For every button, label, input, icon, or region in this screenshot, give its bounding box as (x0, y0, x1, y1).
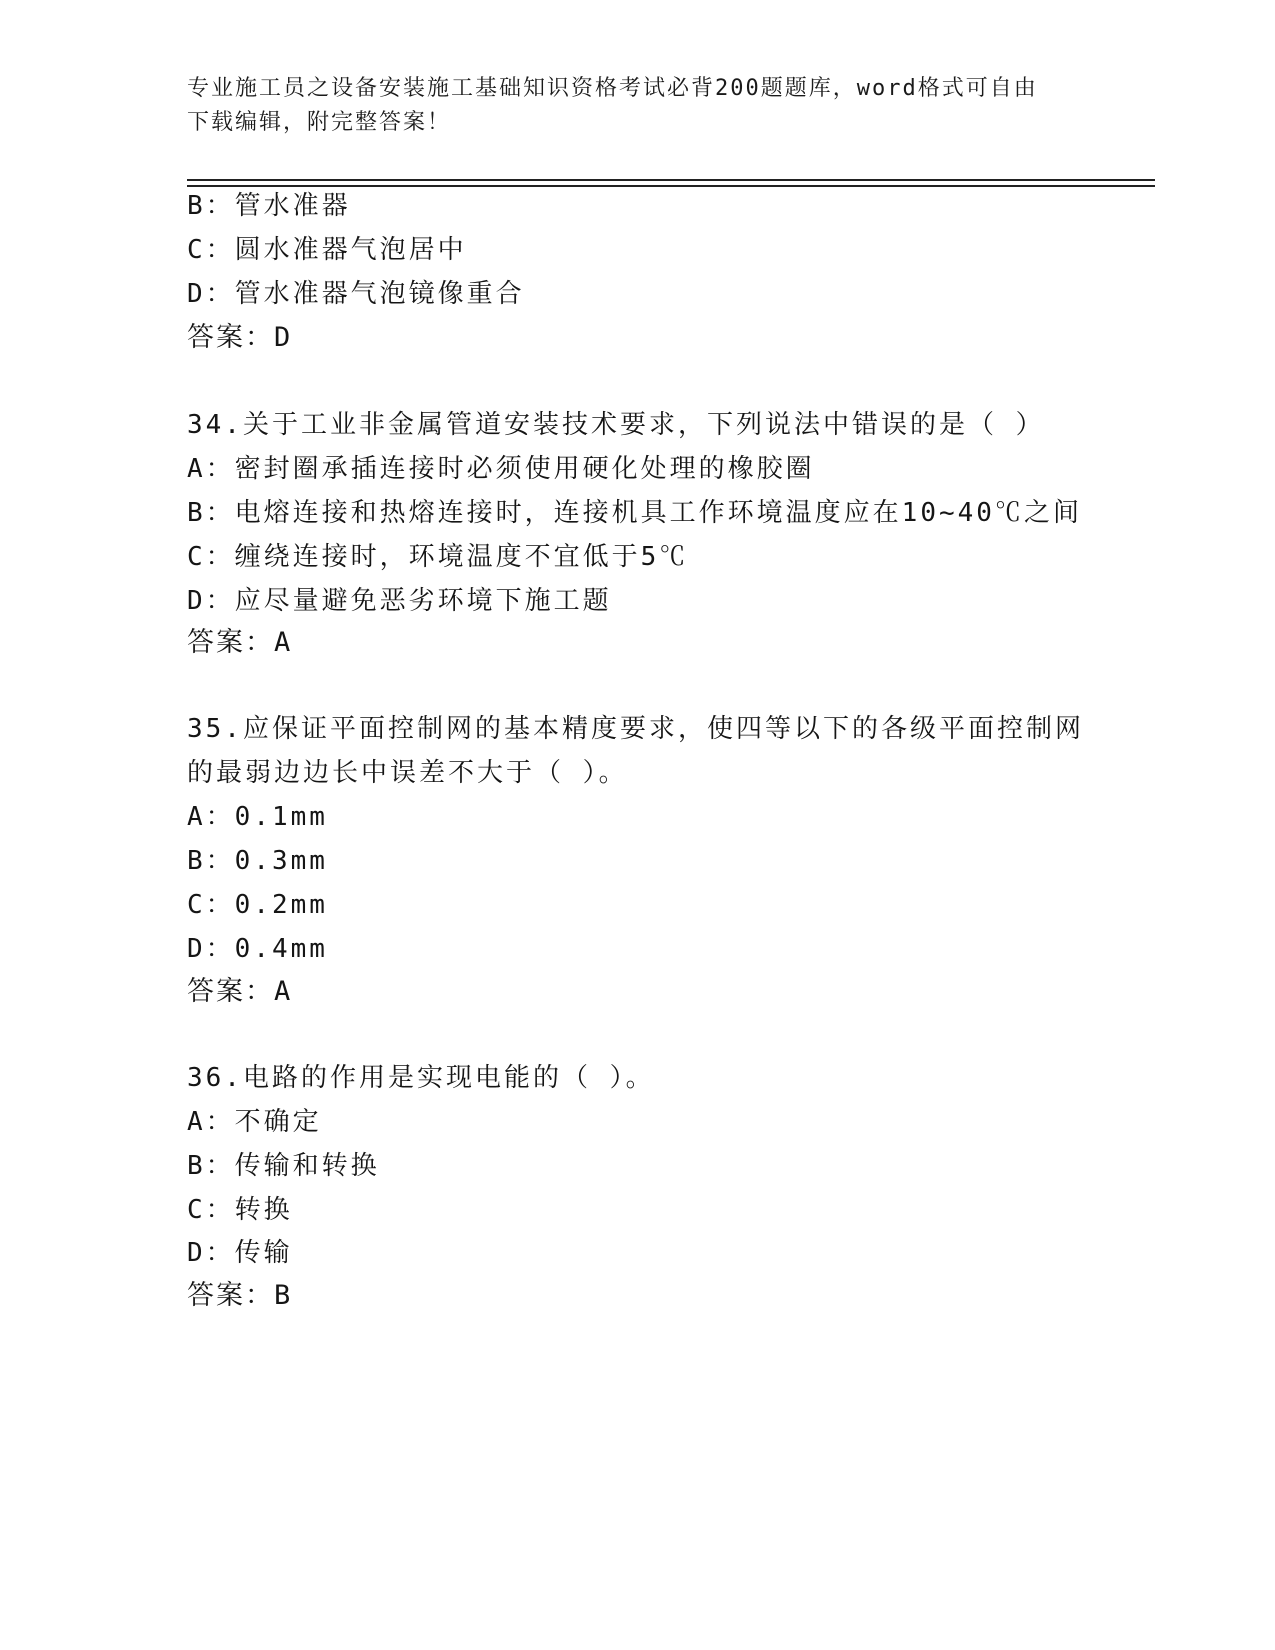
option-line (187, 497, 1082, 529)
header-rule-top (187, 179, 1155, 181)
option-line (187, 1237, 293, 1269)
answer-label: 答案： (187, 976, 274, 1007)
option-text: 圆水准器气泡居中 (234, 235, 467, 265)
option-text: 0.2mm (234, 890, 328, 920)
option-separator: ： (205, 890, 235, 920)
answer-value: A (274, 627, 293, 658)
header-line-2: 下载编辑，附完整答案！ (187, 110, 452, 135)
option-separator: ： (205, 934, 235, 964)
answer-line (187, 976, 292, 1008)
option-text: 应尽量避免恶劣环境下施工题 (234, 586, 612, 616)
option-text: 传输和转换 (234, 1151, 380, 1181)
question-stem: 关于工业非金属管道安装技术要求，下列说法中错误的是（ ） (242, 410, 1045, 440)
option-separator: ： (205, 1238, 235, 1268)
answer-label: 答案： (187, 322, 274, 353)
answer-value: D (274, 322, 293, 353)
question-number: 35. (187, 714, 243, 744)
option-text: 不确定 (234, 1107, 322, 1137)
option-separator: ： (205, 1107, 235, 1137)
option-key: D (187, 586, 206, 616)
question-stem: 应保证平面控制网的基本精度要求，使四等以下的各级平面控制网 (242, 714, 1084, 744)
option-key: C (187, 890, 206, 920)
option-text: 电熔连接和热熔连接时，连接机具工作环境温度应在10~40℃之间 (234, 498, 1082, 528)
option-text: 0.1mm (234, 802, 328, 832)
option-separator: ： (205, 586, 235, 616)
question-text (187, 713, 1084, 745)
option-line (187, 933, 328, 965)
question-text (187, 409, 1045, 441)
option-separator: ： (205, 279, 235, 309)
answer-label: 答案： (187, 627, 274, 658)
option-separator: ： (205, 846, 235, 876)
answer-value: A (274, 976, 293, 1007)
option-separator: ： (205, 1195, 235, 1225)
header-rule-bottom (187, 185, 1155, 187)
option-separator: ： (205, 542, 235, 572)
answer-line (187, 322, 292, 354)
option-separator: ： (205, 454, 235, 484)
question-number: 36. (187, 1063, 243, 1093)
option-line (187, 278, 525, 310)
option-line (187, 585, 612, 617)
option-line (187, 190, 351, 222)
option-separator: ： (205, 498, 235, 528)
answer-line (187, 627, 292, 659)
option-key: B (187, 1151, 206, 1181)
option-text: 密封圈承插连接时必须使用硬化处理的橡胶圈 (234, 454, 815, 484)
document-header (187, 72, 1067, 140)
option-text: 0.3mm (234, 846, 328, 876)
option-line (187, 541, 688, 573)
answer-line (187, 1280, 292, 1312)
option-separator: ： (205, 1151, 235, 1181)
option-separator: ： (205, 191, 235, 221)
question-text (187, 1062, 655, 1094)
option-key: A (187, 454, 206, 484)
option-key: B (187, 191, 206, 221)
option-line (187, 1150, 380, 1182)
question-stem: 的最弱边边长中误差不大于（ ）。 (187, 758, 628, 788)
answer-label: 答案： (187, 1280, 274, 1311)
option-line (187, 889, 328, 921)
option-line (187, 234, 467, 266)
option-key: A (187, 802, 206, 832)
option-text: 缠绕连接时，环境温度不宜低于5℃ (234, 542, 689, 572)
option-separator: ： (205, 802, 235, 832)
option-text: 0.4mm (234, 934, 328, 964)
answer-value: B (274, 1280, 293, 1311)
option-text: 管水准器 (234, 191, 351, 221)
option-key: B (187, 846, 206, 876)
header-line-1: 专业施工员之设备安装施工基础知识资格考试必背200题题库，word格式可自由 (187, 76, 1038, 101)
option-text: 管水准器气泡镜像重合 (234, 279, 525, 309)
option-line (187, 801, 328, 833)
option-key: C (187, 542, 206, 572)
question-number: 34. (187, 410, 243, 440)
option-key: B (187, 498, 206, 528)
option-key: D (187, 1238, 206, 1268)
option-text: 传输 (234, 1238, 293, 1268)
option-line (187, 845, 328, 877)
option-line (187, 1194, 293, 1226)
option-key: D (187, 279, 206, 309)
option-key: A (187, 1107, 206, 1137)
question-stem: 电路的作用是实现电能的（ ）。 (242, 1063, 655, 1093)
option-key: D (187, 934, 206, 964)
question-text-continued (187, 757, 628, 789)
option-key: C (187, 1195, 206, 1225)
option-text: 转换 (234, 1195, 293, 1225)
option-line (187, 1106, 322, 1138)
option-line (187, 453, 815, 485)
option-key: C (187, 235, 206, 265)
option-separator: ： (205, 235, 235, 265)
